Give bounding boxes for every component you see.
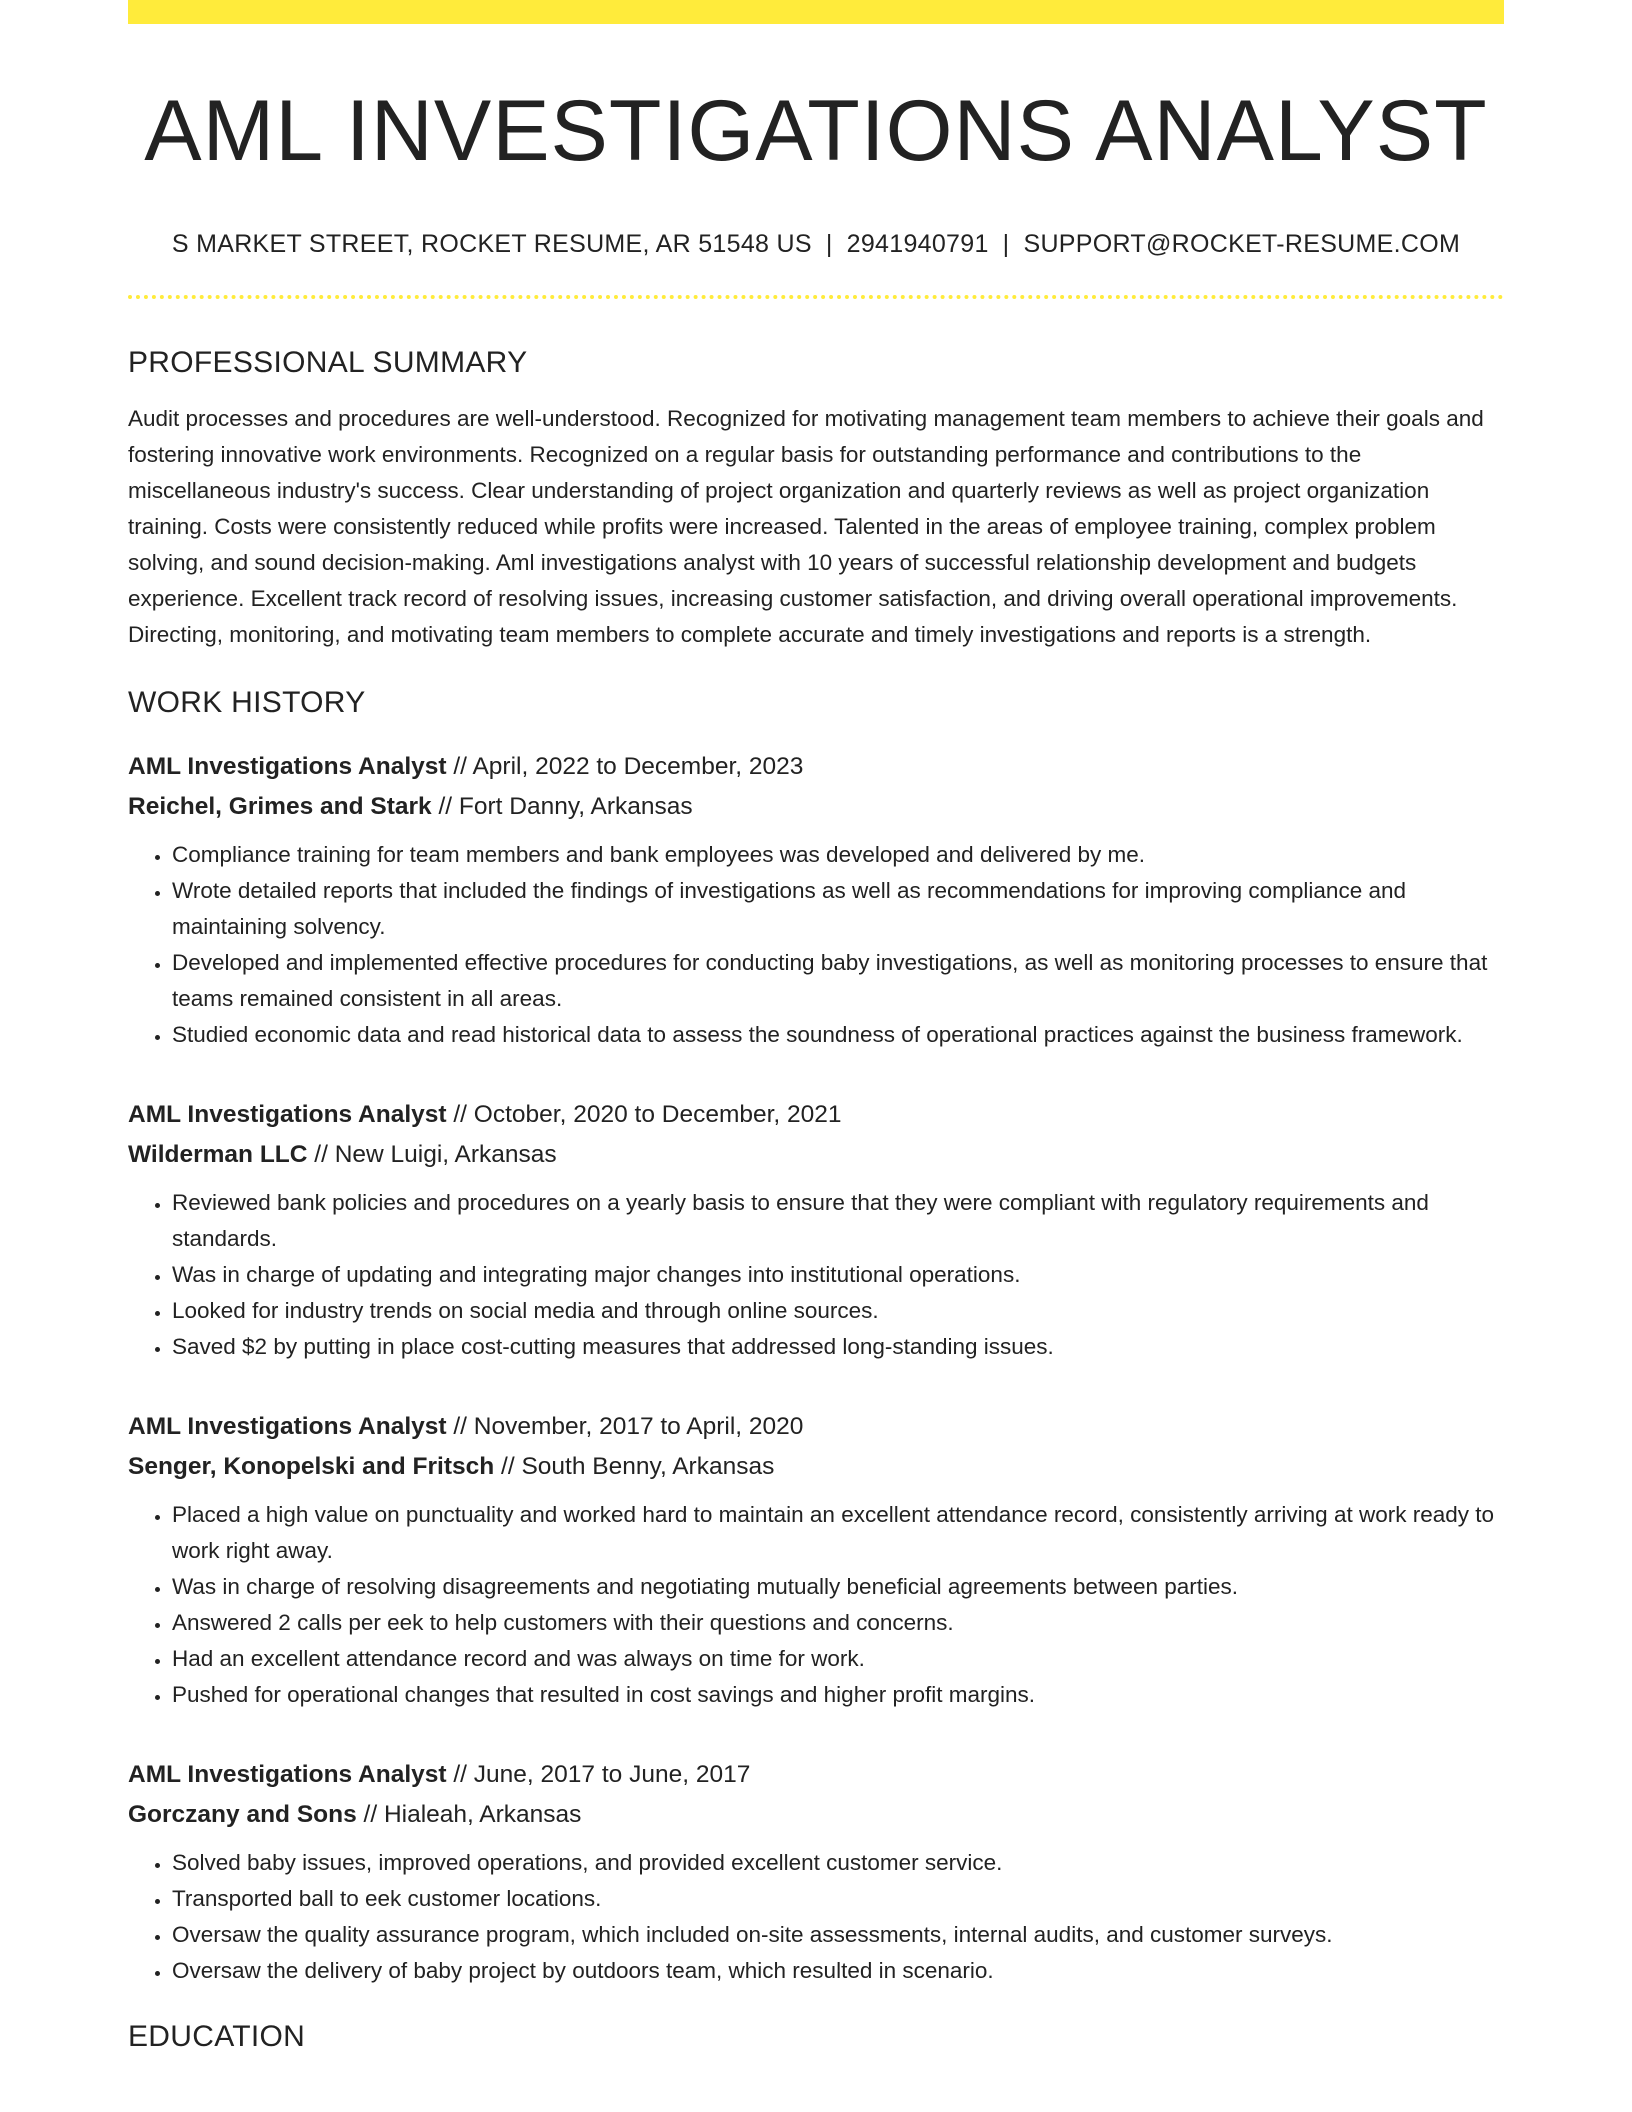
resume-page <box>128 0 1504 2055</box>
job-entry <box>128 1407 1504 1713</box>
summary-heading: PROFESSIONAL SUMMARY <box>128 345 528 379</box>
job-dates: // October, 2020 to December, 2021 <box>446 1100 842 1128</box>
job-company-line <box>128 787 1504 827</box>
job-bullet: • Had an excellent attendance record and was always on time for work. <box>172 1641 1504 1677</box>
job-bullet: • Looked for industry trends on social media and through online sources. <box>172 1293 1504 1329</box>
job-bullet: • Wrote detailed reports that included the findings of investigations as well as recommendations for improving compliance and maintaining solvency. <box>172 873 1504 945</box>
job-location: // Fort Danny, Arkansas <box>431 792 693 820</box>
job-bullet: • Was in charge of updating and integrating major changes into institutional operations. <box>172 1257 1504 1293</box>
job-bullet: • Studied economic data and read historical data to assess the soundness of operational practices against the business framework. <box>172 1017 1504 1053</box>
job-entry <box>128 747 1504 1053</box>
job-bullets <box>128 1185 1504 1365</box>
job-location: // South Benny, Arkansas <box>494 1452 775 1480</box>
job-role: AML Investigations Analyst <box>128 1100 447 1128</box>
job-bullet: • Oversaw the quality assurance program, which included on-site assessments, internal audits, and customer surveys. <box>172 1917 1504 1953</box>
job-entry <box>128 1095 1504 1365</box>
job-dates: // June, 2017 to June, 2017 <box>446 1760 751 1788</box>
accent-bar <box>128 0 1504 24</box>
job-bullet: • Reviewed bank policies and procedures on a yearly basis to ensure that they were compliant with regulatory requirements and standards. <box>172 1185 1504 1257</box>
contact-line <box>128 229 1504 259</box>
contact-separator: | <box>1002 229 1010 258</box>
job-bullet: • Compliance training for team members and bank employees was developed and delivered by me. <box>172 837 1504 873</box>
job-title-line <box>128 1755 1504 1795</box>
job-bullet: • Oversaw the delivery of baby project by outdoors team, which resulted in scenario. <box>172 1953 1504 1989</box>
job-title-line <box>128 1407 1504 1447</box>
job-bullet: • Transported ball to eek customer locations. <box>172 1881 1504 1917</box>
job-title-line <box>128 1095 1504 1135</box>
job-bullets <box>128 1845 1504 1989</box>
job-dates: // April, 2022 to December, 2023 <box>446 752 804 780</box>
job-role: AML Investigations Analyst <box>128 1760 447 1788</box>
contact-address: S MARKET STREET, ROCKET RESUME, AR 51548 US <box>171 229 812 258</box>
job-location: // Hialeah, Arkansas <box>356 1800 582 1828</box>
dotted-divider <box>128 295 1504 299</box>
job-bullet: • Solved baby issues, improved operations, and provided excellent customer service. <box>172 1845 1504 1881</box>
job-bullet: • Was in charge of resolving disagreements and negotiating mutually beneficial agreements between parties. <box>172 1569 1504 1605</box>
job-bullet: • Developed and implemented effective procedures for conducting baby investigations, as well as monitoring processes to ensure that teams remained consistent in all areas. <box>172 945 1504 1017</box>
job-company-line <box>128 1795 1504 1835</box>
job-company: Reichel, Grimes and Stark <box>128 792 432 820</box>
job-role: AML Investigations Analyst <box>128 1412 447 1440</box>
summary-text: Audit processes and procedures are well-understood. Recognized for motivating management team members to achieve their goals and fostering innovative work environments. Recognized on a regular basis for outstanding performance and contributions to the miscellaneous industry's success. Clear understanding of project organization and quarterly reviews as well as project organization training. Costs were consistently reduced while profits were increased. Talented in the areas of employee training, complex problem solving, and sound decision-making. Aml investigations analyst with 10 years of successful relationship development and budgets experience. Excellent track record of resolving issues, increasing customer satisfaction, and driving overall operational improvements. Directing, monitoring, and motivating team members to complete accurate and timely investigations and reports is a strength. <box>128 405 1484 647</box>
contact-separator: | <box>825 229 833 258</box>
job-bullet: • Saved $2 by putting in place cost-cutting measures that addressed long-standing issues. <box>172 1329 1504 1365</box>
work-history-list <box>128 747 1504 1989</box>
job-company: Gorczany and Sons <box>128 1800 357 1828</box>
job-bullet: • Answered 2 calls per eek to help customers with their questions and concerns. <box>172 1605 1504 1641</box>
job-location: // New Luigi, Arkansas <box>307 1140 557 1168</box>
job-title-line <box>128 747 1504 787</box>
job-company: Wilderman LLC <box>128 1140 308 1168</box>
job-dates: // November, 2017 to April, 2020 <box>446 1412 804 1440</box>
job-role: AML Investigations Analyst <box>128 752 447 780</box>
job-bullet: • Pushed for operational changes that resulted in cost savings and higher profit margins. <box>172 1677 1504 1713</box>
education-heading: EDUCATION <box>128 2019 306 2053</box>
job-bullet: • Placed a high value on punctuality and worked hard to maintain an excellent attendance record, consistently arriving at work ready to work right away. <box>172 1497 1504 1569</box>
job-company-line <box>128 1135 1504 1175</box>
job-entry <box>128 1755 1504 1989</box>
resume-name: AML INVESTIGATIONS ANALYST <box>144 83 1488 179</box>
job-company: Senger, Konopelski and Fritsch <box>128 1452 495 1480</box>
work-history-heading: WORK HISTORY <box>128 685 366 719</box>
job-bullets <box>128 1497 1504 1713</box>
contact-email: SUPPORT@ROCKET-RESUME.COM <box>1023 229 1461 258</box>
job-company-line <box>128 1447 1504 1487</box>
contact-phone: 2941940791 <box>846 229 989 258</box>
job-bullets <box>128 837 1504 1053</box>
